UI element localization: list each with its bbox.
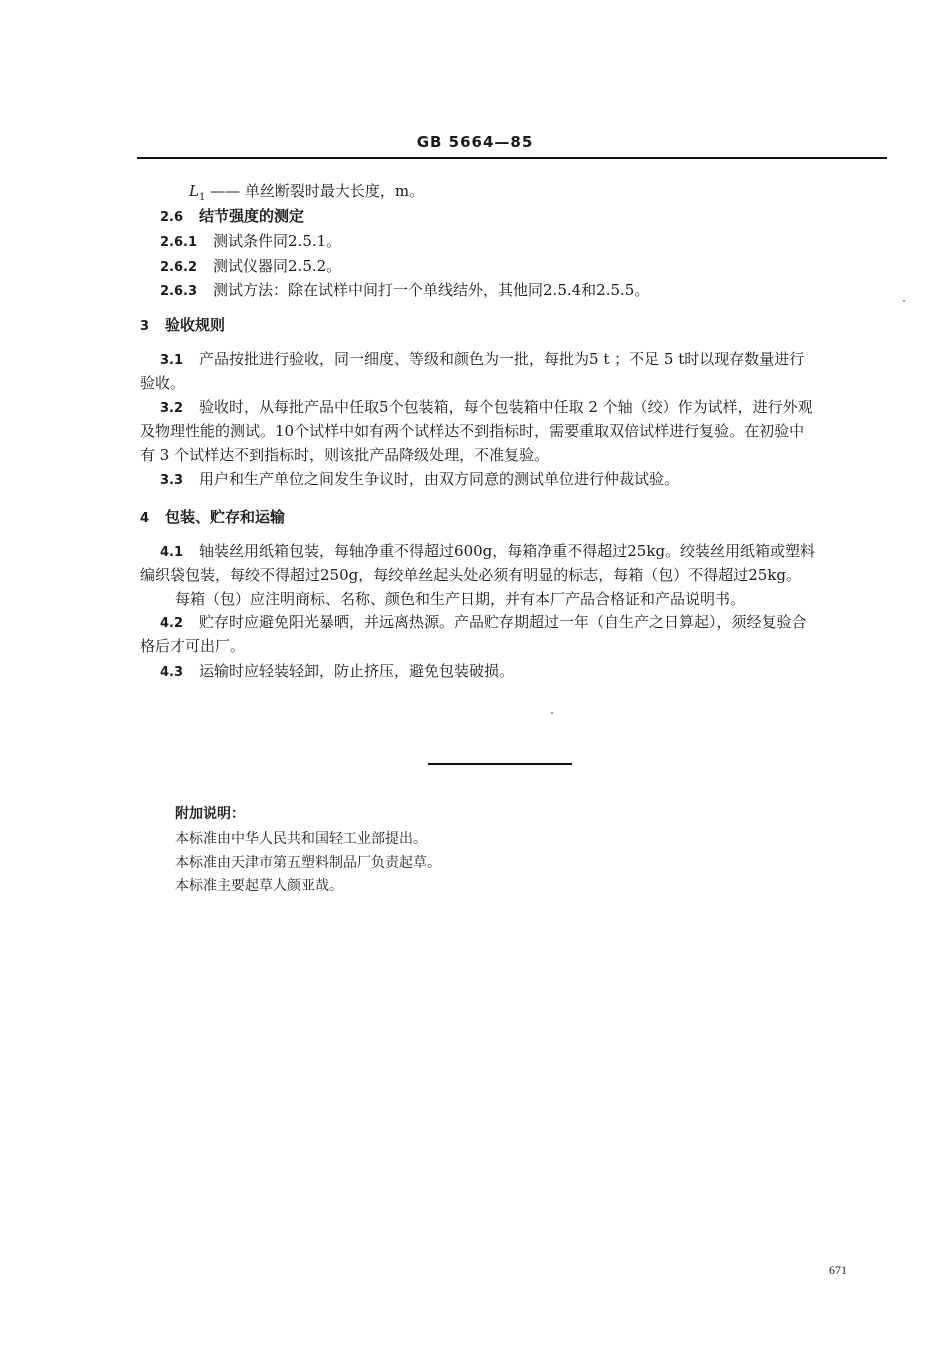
section-number: 2.6 [160, 210, 184, 225]
section-title: 结节强度的测定 [199, 207, 305, 225]
section-3-2-line2: 及物理性能的测试。10个试样中如有两个试样达不到指标时，需要重取双倍试样进行复验。在初验中 [140, 422, 805, 440]
section-number: 3.1 [160, 353, 184, 368]
section-3-1-line2: 验收。 [140, 374, 186, 392]
section-number: 3.3 [160, 473, 184, 488]
section-2-6-3 [160, 280, 649, 302]
section-4-2-line1 [160, 612, 807, 634]
section-number: 4.1 [160, 545, 184, 560]
standard-code: GB 5664—85 [416, 133, 534, 151]
l1-text: —— 单丝断裂时最大长度，m。 [210, 182, 425, 200]
section-title: 包装、贮存和运输 [165, 508, 286, 526]
l1-definition [189, 181, 424, 208]
section-4-1-line2: 编织袋包装，每绞不得超过250g，每绞单丝起头处必须有明显的标志，每箱（包）不得超过25kg。 [140, 566, 802, 584]
section-3-2-line1 [160, 397, 813, 419]
page-number: 671 [829, 1263, 847, 1277]
paragraph-text: 测试方法：除在试样中间打一个单线结外，其他同2.5.4和2.5.5。 [213, 281, 650, 299]
section-number: 2.6.1 [160, 235, 198, 250]
notes-line: 本标准主要起草人颜亚哉。 [175, 878, 343, 894]
paragraph-text: 贮存时应避免阳光暴晒，并远离热源。产品贮存期超过一年（自生产之日算起），须经复验合 [199, 613, 807, 631]
notes-line: 本标准由中华人民共和国轻工业部提出。 [175, 831, 427, 847]
header-rule [137, 157, 887, 159]
paragraph-text: 用户和生产单位之间发生争议时，由双方同意的测试单位进行仲裁试验。 [199, 470, 680, 488]
section-3-2-line3: 有 3 个试样达不到指标时，则该批产品降级处理，不准复验。 [140, 446, 550, 464]
section-2-6 [160, 206, 304, 228]
paragraph-text: 轴装丝用纸箱包装，每轴净重不得超过600g，每箱净重不得超过25kg。绞装丝用纸箱或塑料 [199, 542, 816, 560]
section-4 [140, 507, 285, 529]
end-of-text-rule [428, 763, 572, 765]
section-4-1-line1 [160, 541, 815, 563]
l1-subscript: 1 [198, 192, 206, 203]
section-number: 4.2 [160, 616, 184, 631]
section-number: 3.2 [160, 401, 184, 416]
section-2-6-2 [160, 256, 341, 278]
section-3-1-line1 [160, 349, 804, 371]
section-4-1-line3: 每箱（包）应注明商标、名称、颜色和生产日期，并有本厂产品合格证和产品说明书。 [175, 590, 746, 608]
section-number: 4.3 [160, 665, 184, 680]
paragraph-text: 运输时应轻装轻卸，防止挤压，避免包装破损。 [199, 662, 515, 680]
section-2-6-1 [160, 231, 341, 253]
section-number: 4 [140, 511, 150, 526]
l1-symbol: L [189, 182, 199, 200]
paragraph-text: 测试条件同2.5.1。 [213, 232, 342, 250]
section-3 [140, 315, 225, 337]
section-title: 验收规则 [165, 316, 226, 334]
section-number: 2.6.3 [160, 284, 198, 299]
section-3-3 [160, 469, 679, 491]
scan-speck [903, 300, 905, 302]
notes-line: 本标准由天津市第五塑料制品厂负责起草。 [175, 855, 441, 871]
section-number: 2.6.2 [160, 260, 198, 275]
section-number: 3 [140, 319, 150, 334]
notes-title: 附加说明： [175, 806, 245, 822]
paragraph-text: 验收时，从每批产品中任取5个包装箱，每个包装箱中任取 2 个轴（绞）作为试样，进行外观 [199, 398, 813, 416]
section-4-2-line2: 格后才可出厂。 [140, 637, 246, 655]
scan-speck [551, 712, 553, 714]
section-4-3 [160, 661, 514, 683]
paragraph-text: 产品按批进行验收，同一细度、等级和颜色为一批，每批为5 t ；不足 5 t时以现存数量进行 [199, 350, 805, 368]
paragraph-text: 测试仪器同2.5.2。 [213, 257, 342, 275]
